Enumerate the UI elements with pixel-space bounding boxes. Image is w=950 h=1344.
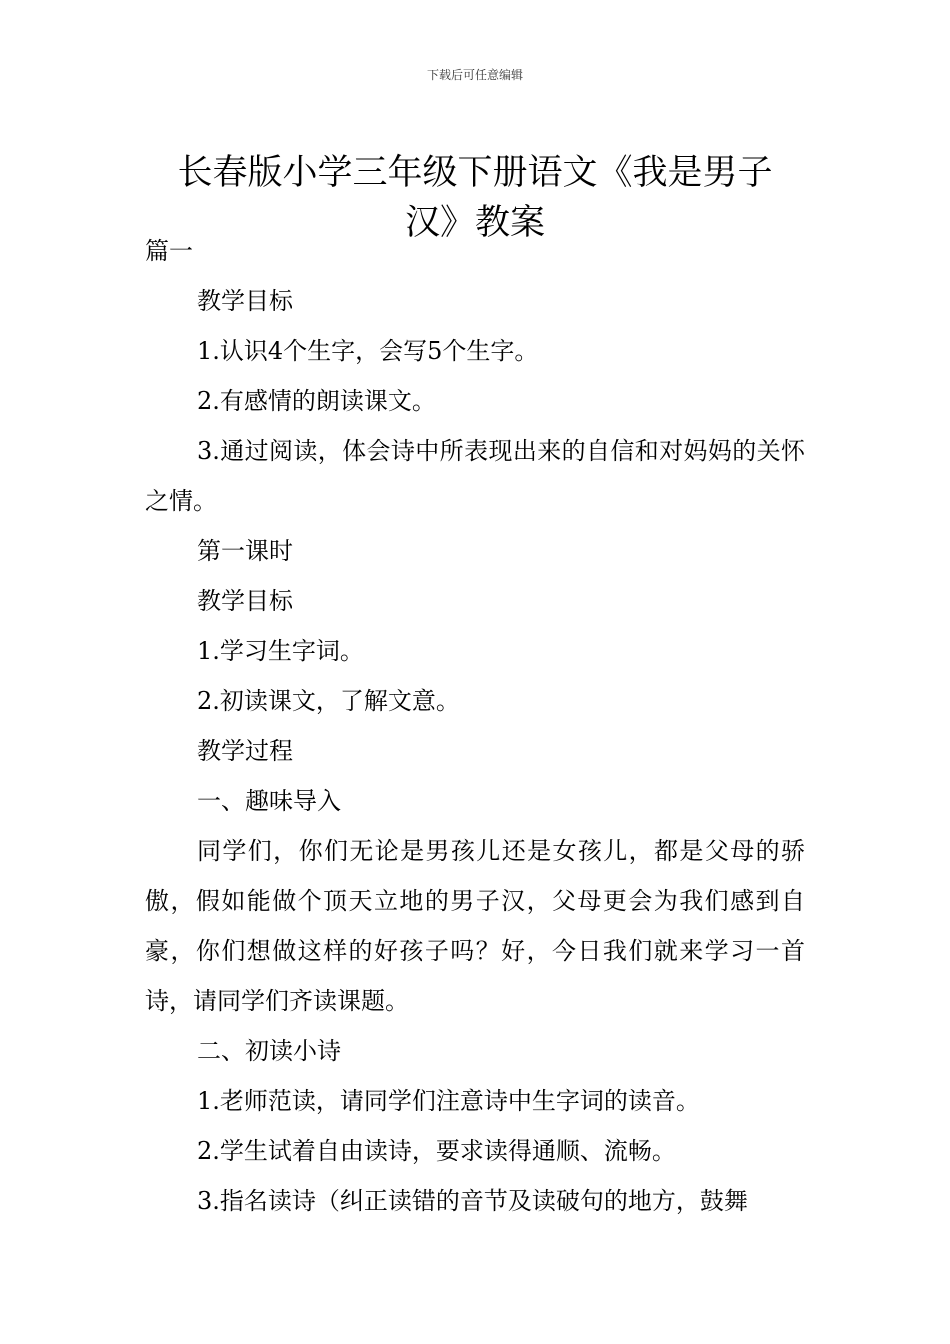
heading-teaching-goals: 教学目标 [197,287,293,315]
step-heading-2: 二、初读小诗 [197,1037,341,1065]
heading-lesson-goals: 教学目标 [197,587,293,615]
document-body [145,226,805,1226]
section-label: 篇一 [145,237,193,265]
title-line-2: 汉》教案 [404,203,545,244]
heading-teaching-process: 教学过程 [197,737,293,765]
goal-item-2: 2.有感情的朗读课文。 [197,387,436,415]
step-item-2: 2.学生试着自由读诗，要求读得通顺、流畅。 [197,1137,676,1165]
step-item-3: 3.指名读诗（纠正读错的音节及读破句的地方，鼓舞 [197,1187,748,1215]
step-heading-1: 一、趣味导入 [197,787,341,815]
lesson-goal-item-2: 2.初读课文，了解文意。 [197,687,460,715]
goal-item-1: 1.认识4个生字，会写5个生字。 [197,337,539,365]
title-line-1: 长春版小学三年级下册语文《我是男子 [177,153,773,194]
lesson-goal-item-1: 1.学习生字词。 [197,637,364,665]
header-note: 下载后可任意编辑 [426,68,523,82]
step-item-1: 1.老师范读，请同学们注意诗中生字词的读音。 [197,1087,700,1115]
intro-paragraph: 同学们，你们无论是男孩儿还是女孩儿，都是父母的骄傲，假如能做个顶天立地的男子汉，父母更会为我们感到自豪，你们想做这样的好孩子吗？好，今日我们就来学习一首诗，请同学们齐读课题。 [145,837,805,1015]
heading-first-lesson: 第一课时 [197,537,293,565]
goal-item-3: 3.通过阅读，体会诗中所表现出来的自信和对妈妈的关怀之情。 [145,437,805,515]
